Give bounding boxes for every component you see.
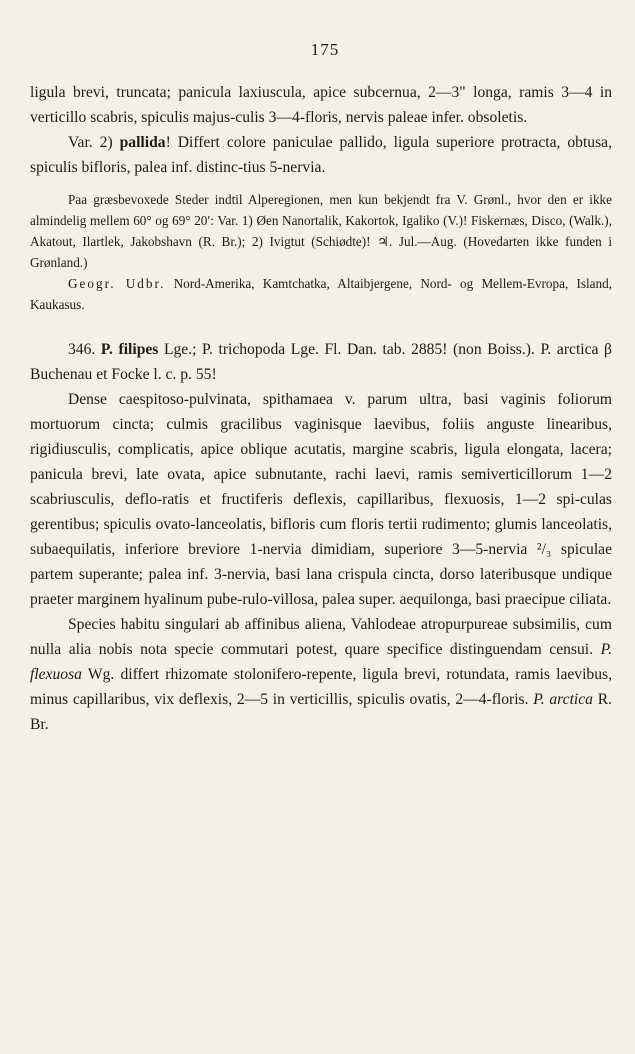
document-page (30, 40, 612, 737)
species-number: 346. (68, 341, 96, 358)
variety-paragraph (30, 130, 612, 180)
variety-label: Var. 2) (68, 134, 113, 151)
remarks-taxon-flexuosa: P. flexuosa (30, 641, 612, 683)
species-name: P. filipes (100, 341, 159, 358)
species-authority: Lge.; P. trichopoda Lge. Fl. Dan. tab. 2885! (non Boiss.). P. arctica β Buchenau et Focke l. c. p. 55! (30, 341, 612, 383)
description-continued: ligula brevi, truncata; panicula laxiuscula, apice subcernua, 2—3" longa, ramis 3—4 in verticillo scabris, spiculis majus-culis 3—4-floris, nervis paleae infer. obsoletis. (30, 84, 612, 126)
remarks-taxon-arctica: P. arctica (533, 691, 593, 708)
species-description: Dense caespitoso-pulvinata, spithamaea v. parum ultra, basi vaginis foliorum mortuorum cincta; culmis gracilibus vaginisque laevibus, foliis anguste linearibus, rigidiusculis, complicatis, apice oblique acutatis, margine scabris, ligula elongata, lacera; panicula brevi, late ovata, apice subnutante, rachi laevi, ramis semiverticillorum 1—2 scabriusculis, deflo-ratis et fructiferis deflexis, capillaribus, flexuosis, 1—2 spi-culas gerentibus; spiculis ovato-lanceolatis, bifloris cum floris tertii rudimento; glumis lanceolatis, subaequilatis, inferiore breviore 1-nervia dimidiam, superiore 3—5-nervia ²/₃ spiculae partem superante; palea inf. 3-nervia, basi lana crispula cincta, dorso lateribusque undique praeter marginem hyalinum pube-rulo-villosa, palea super. aequilonga, basi praecipue ciliata. (30, 391, 612, 608)
species-heading (30, 337, 612, 387)
remarks-text-1: Species habitu singulari ab affinibus aliena, Vahlodeae atropurpureae subsimilis, cum nulla alia nobis nota specie commutari potest, quare specifice distinguendam censui. (30, 616, 612, 658)
distribution-paragraph: Paa græsbevoxede Steder indtil Alperegionen, men kun bekjendt fra V. Grønl., hvor den er ikke almindelig mellem 60° og 69° 20′: Var. 1) Øen Nanortalik, Kakortok, Igaliko (V.)! Fiskernæs, Disco, (Walk.), Akatout, Ilartlek, Jakobshavn (R. Br.); 2) Ivigtut (Schiødte)! ♃. Jul.—Aug. (Hovedarten ikke funden i Grønland.) (30, 192, 612, 270)
species-remarks (30, 612, 612, 737)
geography-label: Geogr. Udbr. (68, 276, 166, 291)
remarks-text-2: Wg. differt rhizomate stolonifero-repente, ligula brevi, rotundata, ramis laevibus, minus capillaribus, vix deflexis, 2—5 in verticillis, spiculis ovatis, 2—4-floris. (30, 666, 612, 708)
geography-text: Nord-Amerika, Kamtchatka, Altaibjergene, Nord- og Mellem-Evropa, Island, Kaukasus. (30, 276, 612, 312)
geography-paragraph (30, 273, 612, 315)
variety-name: pallida (119, 134, 166, 151)
page-number: 175 (310, 40, 340, 59)
variety-description: ! Differt colore paniculae pallido, ligula superiore protracta, obtusa, spiculis bifloris, palea inf. distinc-tius 5-nervia. (30, 134, 612, 176)
remarks-text-3: R. Br. (30, 691, 613, 733)
